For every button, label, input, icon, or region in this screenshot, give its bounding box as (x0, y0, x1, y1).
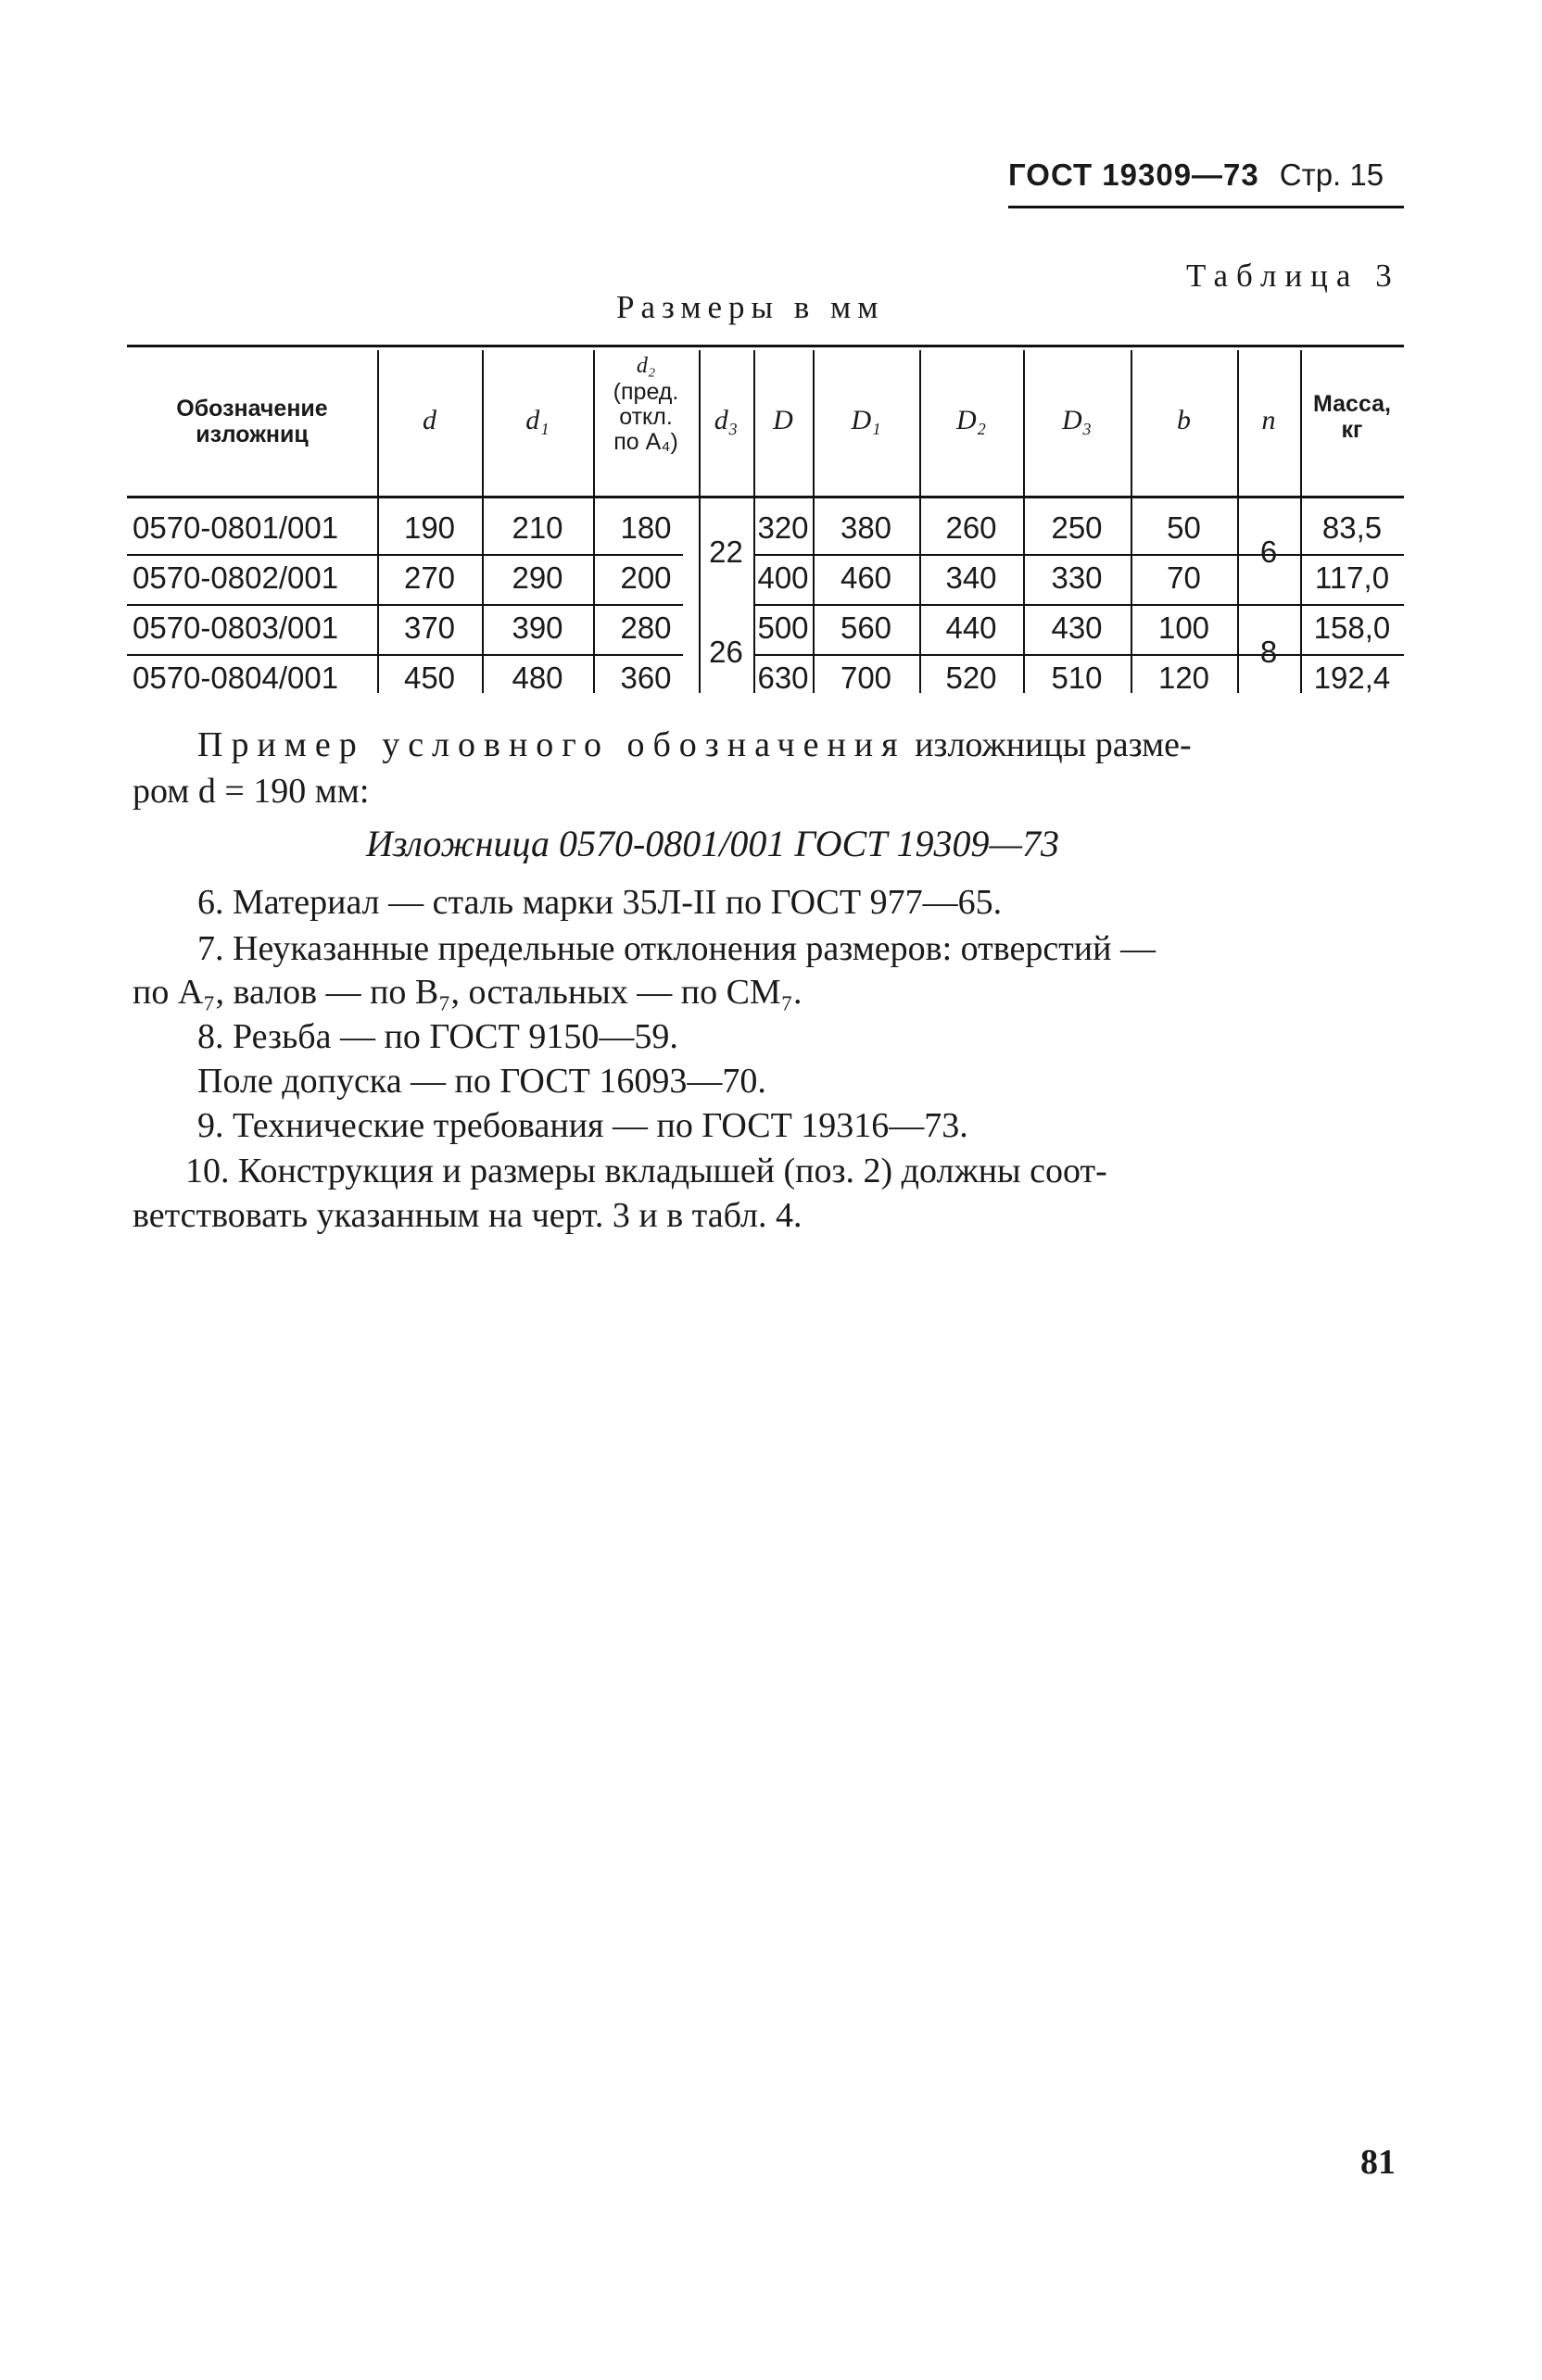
example-rest: изложницы разме- (905, 725, 1192, 764)
cell-d1: 390 (512, 611, 563, 645)
cell-designation: 0570-0801/001 (133, 510, 339, 545)
header-mass: Масса, кг (1313, 391, 1391, 443)
header-n: n (1261, 405, 1276, 435)
table-label: Таблица 3 (1186, 258, 1400, 294)
header-rule (1008, 206, 1404, 208)
cell-d: 450 (403, 661, 456, 695)
cell-D2: 260 (945, 510, 997, 545)
header-b: b (1177, 405, 1191, 435)
cell-D2: 340 (945, 560, 997, 595)
header-d2-note-3: по A₄) (613, 429, 678, 455)
cell-D2: 520 (945, 661, 997, 695)
cell-designation: 0570-0802/001 (133, 560, 339, 595)
page-number: 81 (1360, 2143, 1396, 2182)
header-d2-note-2: откл. (619, 404, 673, 430)
cell-designation: 0570-0803/001 (133, 611, 339, 645)
header-d2: d₂ (636, 354, 656, 378)
row-rule (755, 604, 1311, 606)
clause-8: 8. Резьба — по ГОСТ 9150—59. (197, 1017, 678, 1056)
clause-10-line-2: ветствовать указанным на черт. 3 и в табл. 4. (133, 1196, 803, 1235)
header-D3: D₃ (1061, 405, 1093, 435)
row-rule (1302, 654, 1404, 656)
clause-6: 6. Материал — сталь марки 35Л-II по ГОСТ 977—65. (197, 883, 1003, 922)
cell-D1: 560 (840, 611, 892, 645)
cell-mass: 158,0 (1313, 611, 1391, 645)
clause-9: 9. Технические требования — по ГОСТ 19316—73. (197, 1106, 968, 1145)
cell-D1: 460 (840, 560, 892, 595)
header-designation: Обозначение изложниц (176, 396, 328, 447)
cell-n-merged: 8 (1259, 635, 1278, 669)
example-lead: Пример условного обозначения (197, 725, 906, 764)
clause-7-line-1: 7. Неуказанные предельные отклонения размеров: отверстий — (197, 929, 1156, 968)
header-d1: d₁ (525, 405, 550, 435)
cell-d1: 480 (512, 661, 563, 695)
header-bottom-rule (127, 496, 1404, 498)
cell-mass: 192,4 (1313, 661, 1391, 695)
row-rule (1302, 604, 1404, 606)
header-D2: D₂ (955, 405, 987, 435)
row-rule (127, 554, 683, 556)
cell-d2: 180 (620, 510, 672, 545)
cell-b: 50 (1167, 510, 1201, 545)
cell-d2: 360 (620, 661, 672, 695)
cell-n-merged: 6 (1259, 535, 1278, 569)
cell-mass: 117,0 (1314, 560, 1390, 595)
cell-D: 400 (757, 560, 809, 595)
clause-7-line-2: по A₇, валов — по B₇, остальных — по CM₇. (133, 973, 803, 1012)
cell-d: 270 (403, 560, 456, 595)
cell-D: 320 (757, 510, 809, 545)
header-d: d (423, 405, 436, 435)
cell-d2: 280 (620, 611, 672, 645)
example-line-2: ром d = 190 мм: (133, 772, 370, 811)
cell-d: 370 (403, 611, 456, 645)
cell-D: 500 (757, 611, 809, 645)
table-units: Размеры в мм (616, 289, 885, 325)
cell-D3: 430 (1051, 611, 1103, 645)
cell-D3: 330 (1051, 560, 1103, 595)
header-D1: D₁ (851, 405, 881, 435)
row-rule (127, 654, 683, 656)
example-designation: Изложница 0570-0801/001 ГОСТ 19309—73 (366, 823, 1060, 864)
cell-d: 190 (403, 510, 456, 545)
cell-D: 630 (757, 661, 809, 695)
standard-number: ГОСТ 19309—73 (1008, 157, 1259, 192)
cell-designation: 0570-0804/001 (133, 661, 339, 695)
cell-b: 100 (1157, 611, 1210, 645)
cell-d2: 200 (620, 560, 672, 595)
dimensions-table (127, 345, 1404, 697)
header-D: D (773, 405, 793, 435)
cell-d3-merged: 26 (709, 635, 743, 669)
table-top-rule (127, 345, 1404, 347)
cell-d1: 290 (512, 560, 563, 595)
cell-D3: 250 (1051, 510, 1103, 545)
row-rule (1302, 554, 1404, 556)
cell-b: 120 (1157, 661, 1210, 695)
row-rule (127, 604, 683, 606)
page-reference: Стр. 15 (1279, 157, 1384, 192)
cell-D1: 700 (840, 661, 892, 695)
cell-mass: 83,5 (1321, 510, 1383, 545)
cell-D3: 510 (1051, 661, 1103, 695)
header-d3: d₃ (714, 405, 739, 435)
page-header (1008, 157, 1384, 193)
cell-d1: 210 (512, 510, 563, 545)
cell-D1: 380 (840, 510, 892, 545)
cell-D2: 440 (945, 611, 997, 645)
cell-d3-merged: 22 (709, 535, 743, 569)
clause-10-line-1: 10. Конструкция и размеры вкладышей (поз. 2) должны соот- (185, 1152, 1107, 1190)
clause-8-tolerance: Поле допуска — по ГОСТ 16093—70. (197, 1062, 766, 1101)
cell-b: 70 (1167, 560, 1201, 595)
header-d2-note-1: (пред. (613, 379, 679, 405)
example-paragraph (197, 723, 1192, 767)
